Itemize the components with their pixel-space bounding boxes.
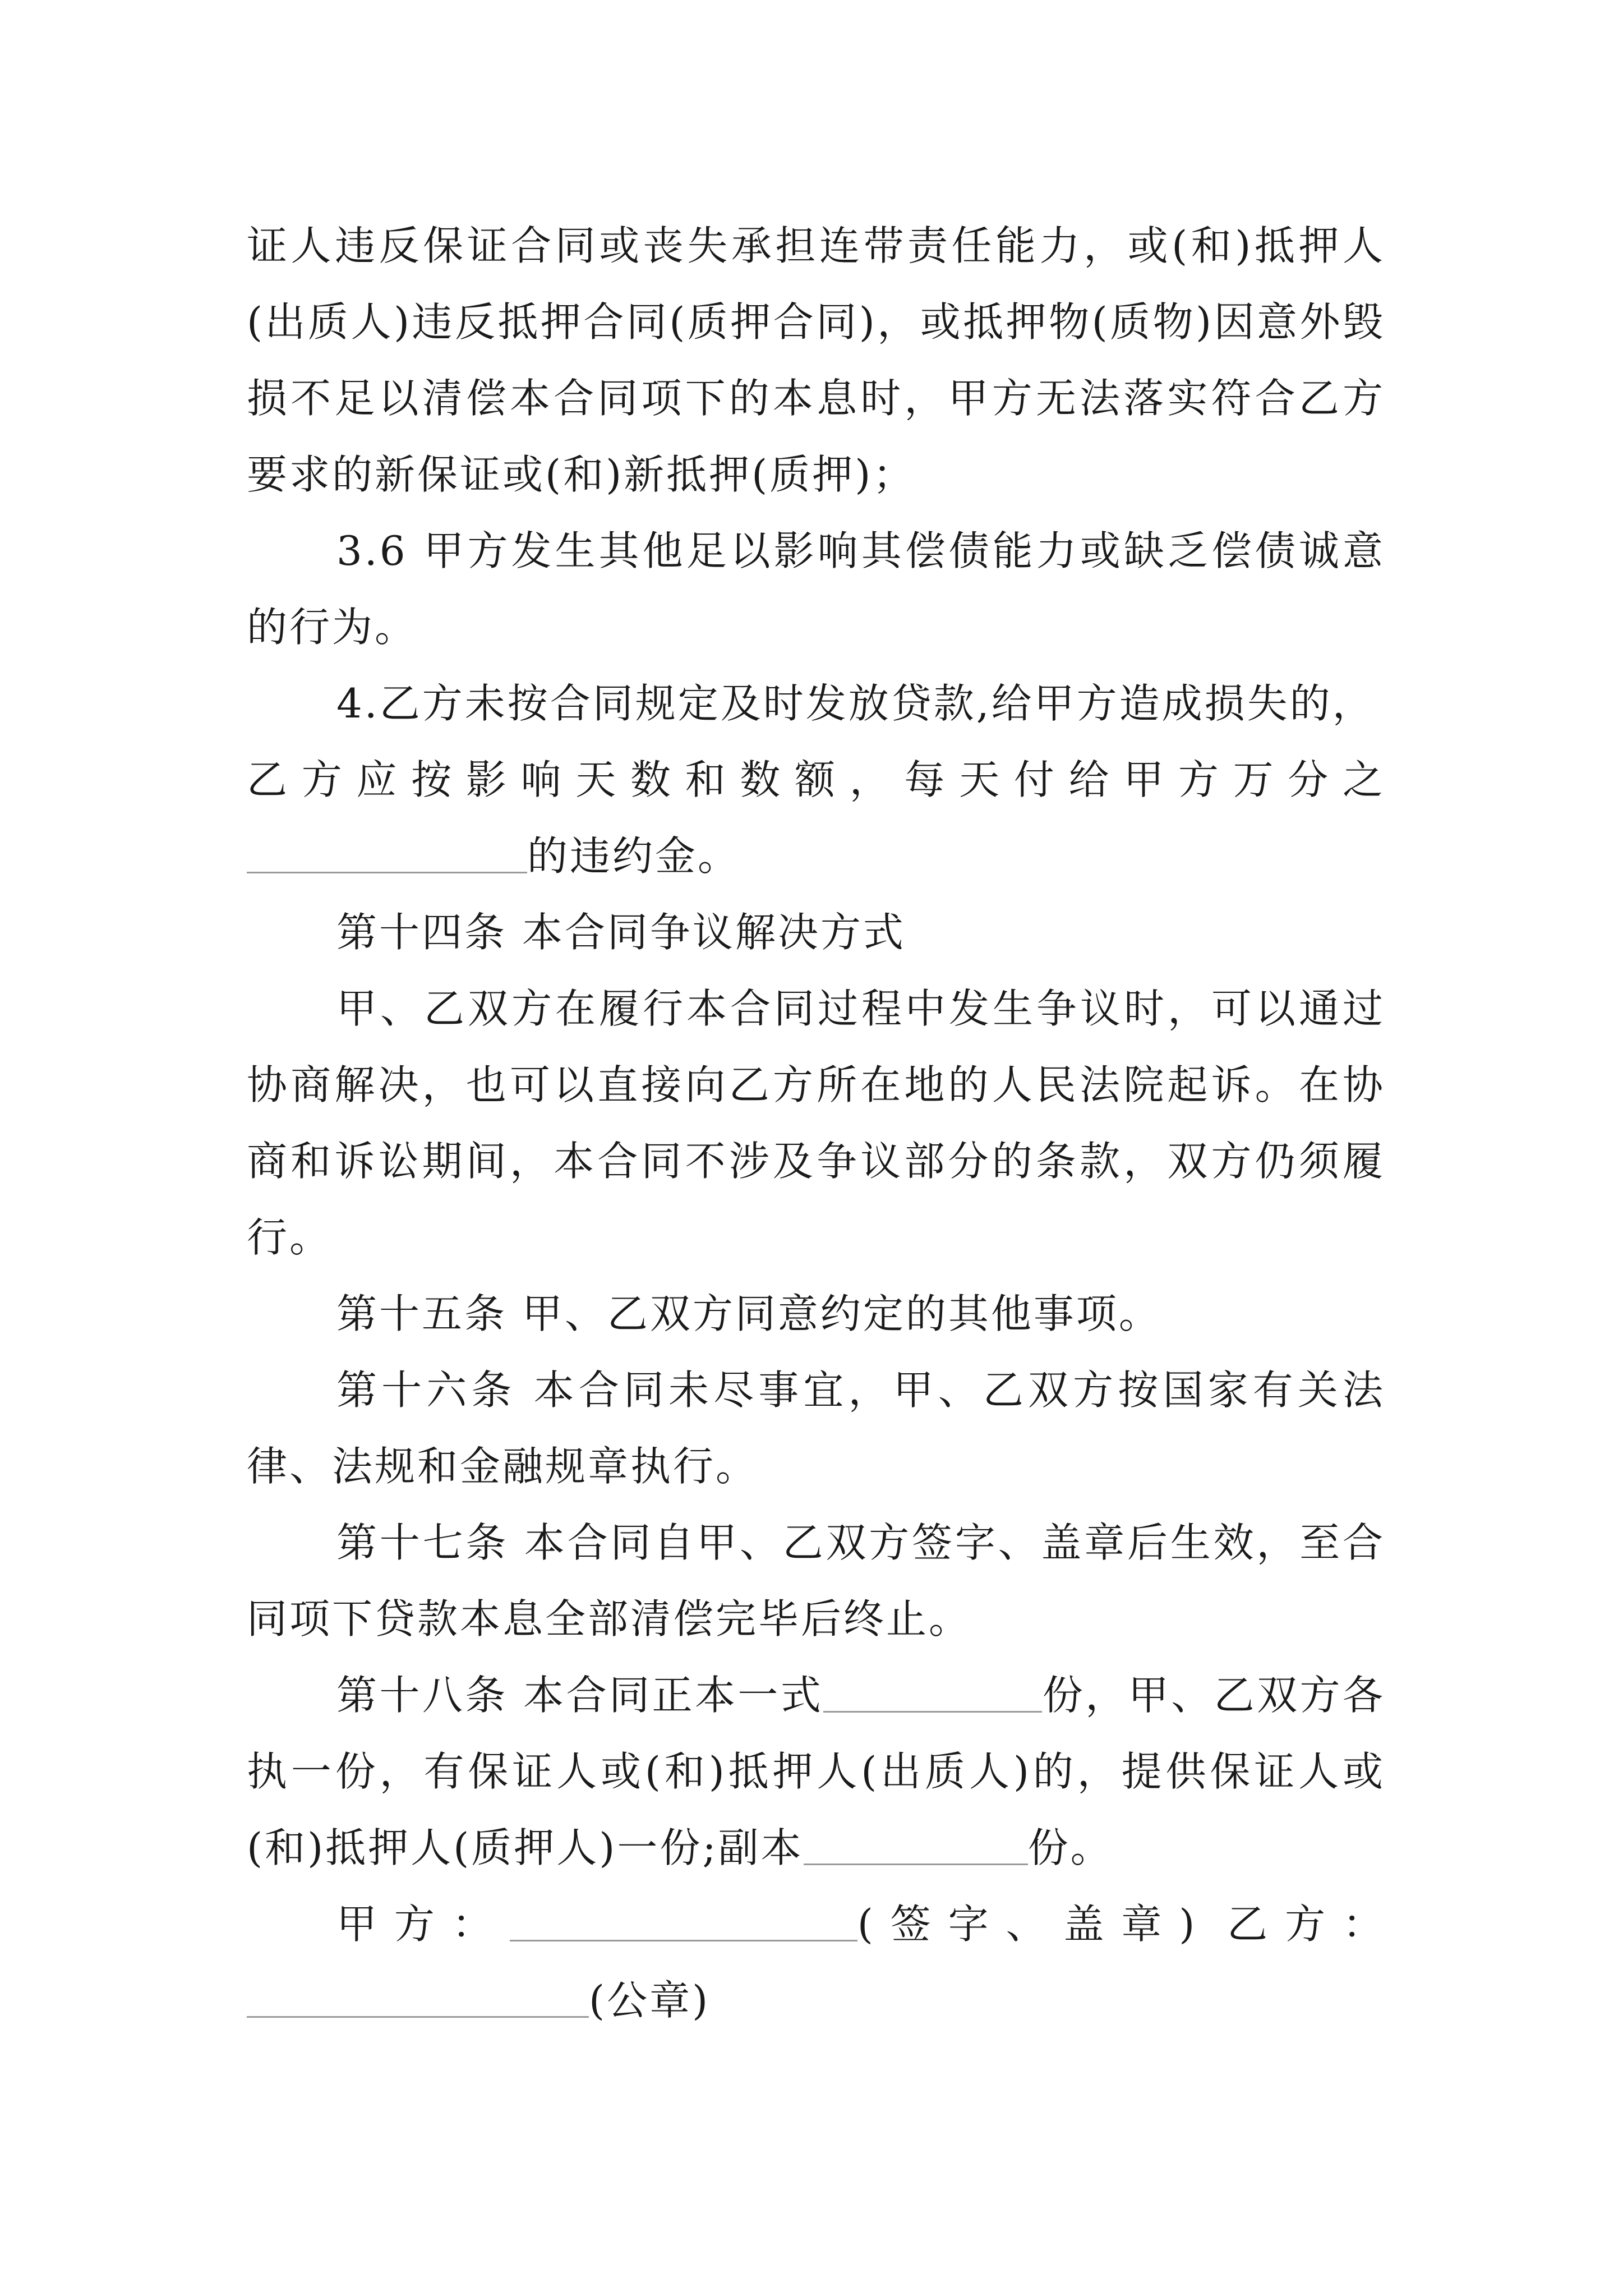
article-18-part3: 份。 bbox=[1027, 1824, 1113, 1871]
party-a-label: 甲方： bbox=[336, 1901, 510, 1948]
signature-line-2 bbox=[247, 1962, 1385, 2039]
fill-blank-duplicate-copies[interactable] bbox=[804, 1818, 1028, 1865]
paragraph-guarantee-breach: 证人违反保证合同或丧失承担连带责任能力，或(和)抵押人(出质人)违反抵押合同(质押合同)，或抵押物(质物)因意外毁损不足以清偿本合同项下的本息时，甲方无法落实符合乙方要求的新保证或(和)新抵押(质押)； bbox=[247, 222, 1385, 498]
document-body bbox=[247, 208, 1385, 2039]
fill-blank-party-b-seal[interactable] bbox=[247, 1970, 589, 2018]
article-18 bbox=[247, 1657, 1385, 1886]
article-14-body: 甲、乙双方在履行本合同过程中发生争议时，可以通过协商解决，也可以直接向乙方所在地的人民法院起诉。在协商和诉讼期间，本合同不涉及争议部分的条款，双方仍须履行。 bbox=[247, 985, 1385, 1261]
paragraph-clause-4-line1: 4.乙方未按合同规定及时发放贷款,给甲方造成损失的， bbox=[336, 680, 1375, 727]
paragraph-clause-4-line2: 乙方应按影响天数和数额，每天付给甲方万分之 bbox=[247, 756, 1385, 803]
article-18-part2: 份，甲、乙双方各执一份，有保证人或(和)抵押人(出质人)的，提供保证人或(和)抵押人(质押人)一份;副本 bbox=[247, 1672, 1385, 1871]
signature-line bbox=[247, 1886, 1385, 1962]
party-b-seal-note: (公章) bbox=[589, 1977, 711, 2024]
party-b-label: 乙方： bbox=[1227, 1901, 1385, 1948]
article-15: 第十五条 甲、乙双方同意约定的其他事项。 bbox=[336, 1290, 1161, 1337]
article-17: 第十七条 本合同自甲、乙双方签字、盖章后生效，至合同项下贷款本息全部清偿完毕后终止。 bbox=[247, 1519, 1385, 1642]
article-16: 第十六条 本合同未尽事宜，甲、乙双方按国家有关法律、法规和金融规章执行。 bbox=[247, 1366, 1385, 1490]
article-18-part1: 第十八条 本合同正本一式 bbox=[336, 1672, 824, 1719]
paragraph-clause-4-tail bbox=[247, 818, 1385, 894]
party-a-sign-note: (签字、盖章) bbox=[857, 1901, 1197, 1948]
fill-blank-party-a-signature[interactable] bbox=[510, 1894, 857, 1941]
paragraph-clause-3-6: 3.6 甲方发生其他足以影响其偿债能力或缺乏偿债诚意的行为。 bbox=[247, 527, 1385, 651]
fill-blank-original-copies[interactable] bbox=[823, 1665, 1042, 1713]
fill-blank-penalty-rate[interactable] bbox=[247, 826, 527, 873]
penalty-text: 的违约金。 bbox=[527, 832, 741, 880]
article-14-title: 第十四条 本合同争议解决方式 bbox=[336, 909, 906, 956]
